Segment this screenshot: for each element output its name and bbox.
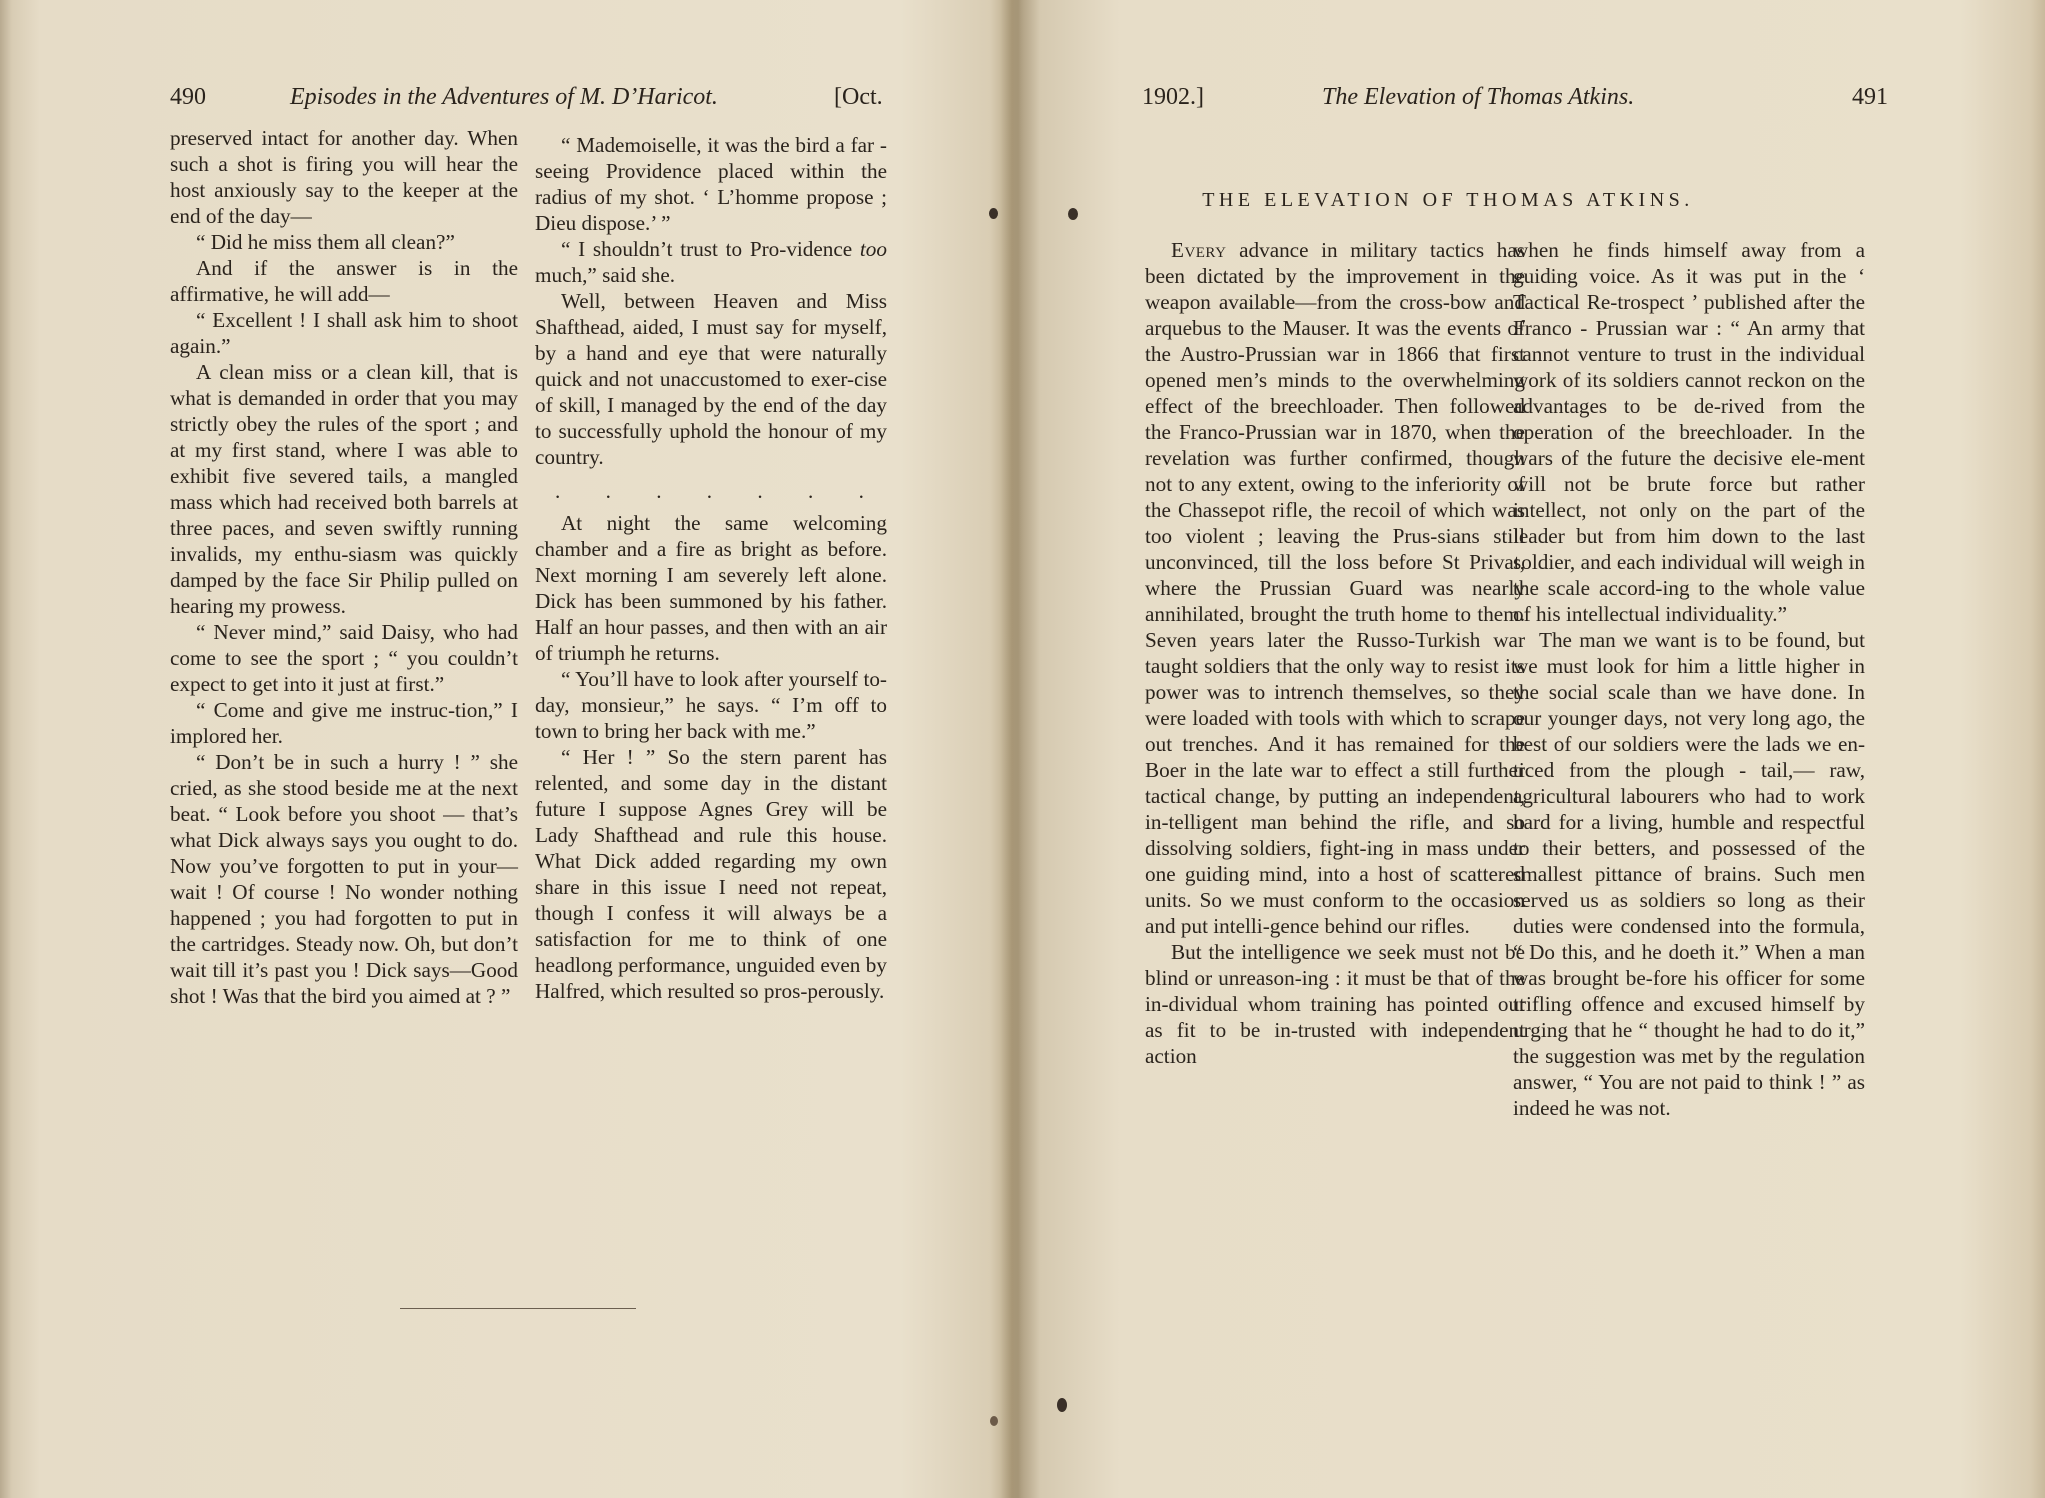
- end-rule: [400, 1308, 636, 1309]
- binding-hole-mark: [1068, 208, 1078, 220]
- paragraph: Well, between Heaven and Miss Shafthead, aided, I must say for myself, by a hand and eye that were naturally quick and not unaccustomed to exer-cise of skill, I managed by the end of the day to successfully uphold the honour of my country.: [535, 289, 887, 469]
- paragraph: A clean miss or a clean kill, that is what is demanded in order that you may strictly obey the rules of the sport ; and at my first stand, where I was able to exhibit five severed tails, a mangled mass which had received both barrels at three paces, and seven swiftly running invalids, my enthu-siasm was quickly damped by the face Sir Philip pulled on hearing my prowess.: [170, 360, 518, 618]
- drop-word: Every: [1171, 238, 1227, 262]
- paragraph: “ Did he miss them all clean?”: [196, 230, 455, 254]
- paragraph: “ Excellent ! I shall ask him to shoot again.”: [170, 308, 518, 358]
- right-running-date: 1902.]: [1142, 84, 1204, 110]
- paragraph: “ You’ll have to look after yourself to-day, monsieur,” he says. “ I’m off to town to bring her back with me.”: [535, 667, 887, 743]
- left-running-date: [Oct.: [834, 84, 883, 110]
- paragraph: [1145, 237, 1525, 939]
- left-page-number: 490: [170, 84, 206, 110]
- paragraph: “ Mademoiselle, it was the bird a far - seeing Providence placed within the radius of my shot. ‘ L’homme propose ; Dieu dispose.’ ”: [535, 133, 887, 235]
- binding-hole-mark: [989, 208, 998, 219]
- paragraph: “ I shouldn’t trust to Pro-vidence too much,” said she.: [535, 237, 887, 287]
- left-page: [0, 0, 1010, 1498]
- paragraph: “ Don’t be in such a hurry ! ” she cried, as she stood beside me at the next beat. “ Look before you shoot — that’s what Dick always says you ought to do. Now you’ve forgotten to put in your—wait ! Of course ! No wonder nothing happened ; you had forgotten to put in the cartridges. Steady now. Oh, but don’t wait till it’s past you ! Dick says—Good shot ! Was that the bird you aimed at ? ”: [170, 750, 518, 1008]
- paragraph: At night the same welcoming chamber and a fire as bright as before. Next morning I am severely left alone. Dick has been summoned by his father. Half an hour passes, and then with an air of triumph he returns.: [535, 511, 887, 665]
- binding-hole-mark: [1057, 1398, 1067, 1412]
- binding-hole-mark: [990, 1416, 998, 1426]
- right-page: [1030, 0, 2045, 1498]
- right-column-2: [1513, 237, 1865, 1121]
- paragraph: when he finds himself away from a guiding voice. As it was put in the ‘ Tactical Re-trospect ’ published after the Franco - Prussian war : “ An army that cannot venture to trust in the individual work of its soldiers cannot reckon on the advantages to be de-rived from the operation of the breechloader. In the wars of the future the decisive ele-ment will not be brute force but rather intellect, not only on the part of the leader but from him down to the last soldier, and each individual will weigh in the scale accord-ing to the whole value of his intellectual individuality.”: [1513, 238, 1865, 626]
- right-running-title: The Elevation of Thomas Atkins.: [1322, 84, 1635, 110]
- left-column-1: [170, 125, 518, 1009]
- article-title: THE ELEVATION OF THOMAS ATKINS.: [1202, 189, 1694, 211]
- paragraph: The man we want is to be found, but we must look for him a little higher in the social scale than we have done. In our younger days, not very long ago, the best of our soldiers were the lads we en-ticed from the plough - tail,— raw, agricultural labourers who had to work hard for a living, humble and respectful to their betters, and possessed of the smallest pittance of brains. Such men served us as soldiers so long as their duties were condensed into the formula, “ Do this, and he doeth it.” When a man was brought be-fore his officer for some trifling offence and excused himself by urging that he “ thought he had to do it,” the suggestion was met by the regulation answer, “ You are not paid to think ! ” as indeed he was not.: [1513, 628, 1865, 1120]
- right-page-number: 491: [1852, 84, 1888, 110]
- right-running-head: [1142, 80, 1892, 114]
- section-break-dots: . . . . . . .: [555, 479, 884, 503]
- paragraph: “ Come and give me instruc-tion,” I implored her.: [170, 698, 518, 748]
- paragraph: And if the answer is in the affirmative, he will add—: [170, 256, 518, 306]
- right-column-1: [1145, 237, 1525, 1069]
- paragraph: “ Never mind,” said Daisy, who had come to see the sport ; “ you couldn’t expect to get into it just at first.”: [170, 620, 518, 696]
- left-column-2: [535, 132, 887, 1004]
- left-running-title: Episodes in the Adventures of M. D’Haricot.: [290, 84, 718, 110]
- paragraph: preserved intact for another day. When such a shot is firing you will hear the host anxiously say to the keeper at the end of the day—: [170, 126, 518, 228]
- paragraph: “ Her ! ” So the stern parent has relented, and some day in the distant future I suppose Agnes Grey will be Lady Shafthead and rule this house. What Dick added regarding my own share in this issue I need not repeat, though I confess it will always be a satisfaction for me to think of one headlong performance, unguided even by Halfred, which resulted so pros-perously.: [535, 745, 887, 1003]
- paragraph-text: advance in military tactics has been dictated by the improvement in the weapon available—from the cross-bow and arquebus to the Mauser. It was the events of the Austro-Prussian war in 1866 that first opened men’s minds to the overwhelming effect of the breechloader. Then followed the Franco-Prussian war in 1870, when the revelation was further confirmed, though not to any extent, owing to the inferiority of the Chassepot rifle, the recoil of which was too violent ; leaving the Prus-sians still unconvinced, till the loss before St Privat, where the Prussian Guard was nearly annihilated, brought the truth home to them. Seven years later the Russo-Turkish war taught soldiers that the only way to resist its power was to intrench themselves, so they were loaded with tools with which to scrape out trenches. And it has remained for the Boer in the late war to effect a still further tactical change, by putting an independent, in-telligent man behind the rifle, and so dissolving soldiers, fight-ing in mass under one guiding mind, into a host of scattered units. So we must conform to the occasion and put intelli-gence behind our rifles.: [1145, 238, 1525, 938]
- paragraph: But the intelligence we seek must not be blind or unreason-ing : it must be that of the in-dividual whom training has pointed out as fit to be in-trusted with independent action: [1145, 940, 1525, 1068]
- left-running-head: [170, 80, 890, 114]
